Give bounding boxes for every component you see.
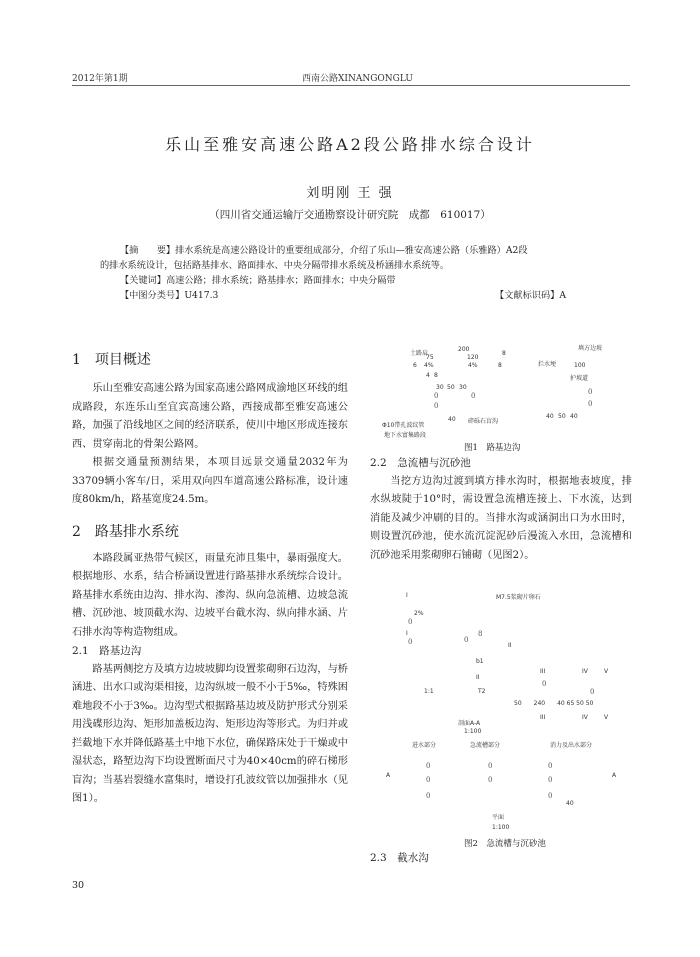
fig1-dim-200: 200 (458, 346, 470, 353)
doc-code-label: 【文献标识码】 (495, 290, 560, 301)
section-1-paragraph-2: 根据交通量预测结果，本项目远景交通量2032年为33709辆小客车/日，采用双向四车道高速公路标准，设计速度80km/h，路基宽度24.5m。 (72, 457, 348, 505)
fig1-dim-50: 50 (447, 384, 455, 391)
fig2-plan: 平面 (492, 814, 505, 821)
fig1-dim-75: 75 (426, 354, 434, 361)
section-2-1-heading: 2.1 路基边沟 (72, 645, 142, 657)
fig2-V-a: V (604, 668, 609, 675)
article-affiliation: （四川省交通运输厅交通勘察设计研究院 成都 610017） (209, 209, 491, 221)
fig1-slope-guard: 护坡道 (570, 375, 589, 382)
section-2-3 (370, 849, 632, 868)
fig2-T2: T2 (478, 688, 486, 695)
abstract (100, 243, 600, 303)
fig1-pct-a: 4% (424, 362, 434, 369)
fig2-I-top: I (406, 592, 408, 599)
fig2-dims: 50 240 40 65 50 50 (514, 700, 594, 707)
abstract-text-1: 排水系统是高速公路设计的重要组成部分，介绍了乐山—雅安高速公路（乐雅路）A2段 (175, 245, 528, 256)
fig2-II-a: II (508, 642, 512, 649)
fig2-material: M7.5浆砌片卵石 (496, 594, 541, 601)
fig1-dim-40: 40 (448, 416, 456, 423)
fig2-II-b: II (476, 674, 480, 681)
keywords: 高速公路；排水系统；路基排水；路面排水；中央分隔带 (165, 275, 396, 286)
right-column (370, 454, 632, 565)
page-number: 30 (72, 880, 85, 891)
fig1-dim-40c: 40 (570, 413, 578, 420)
fig2-IV-a: IV (582, 668, 588, 675)
fig1-fill-slope: 填方边坡 (578, 345, 603, 352)
header-rule (72, 85, 630, 86)
fig1-dim-30b: 30 (459, 384, 467, 391)
fig2-III-a: III (540, 668, 546, 675)
section-2-3-heading: 2.3 截水沟 (370, 852, 429, 864)
fig1-dim-40b: 40 (546, 413, 554, 420)
section-2-1-paragraph-1: 路基两侧挖方及填方边坡坡脚均设置浆砌卵石边沟，与桥涵进、出水口或沟渠相接，边沟纵坡一般不小于5‰，特殊困难地段不小于3‰。边沟型式根据路基边坡及防护形式分别采用浅碟形边沟、矩形加盖板边沟、矩形边沟等形式。为归并或拦截地下水并降低路基土中地下水位，确保路床处于干燥或中湿状态，路堑边沟下均设置断面尺寸为40×40cm的碎石梯形盲沟；当基岩裂缝水富集时，增设打孔波纹管以加强排水（见图1）。 (72, 663, 348, 804)
fig2-part-chute: 急流槽部分 (470, 742, 501, 749)
figure-2: I M7.5浆砌片卵石 2% I 0 0 0 8 II b1 II 1:1 T2 III IV V 0 0 50 240 40 65 50 50 剖面A-A 1:100 III IV V 进水部分 急流槽部分 消力及出水部分 A A 0 0 0 0 0 0 0 0 40 平面 1:100 图2 急流槽与沉砂池 (386, 592, 617, 849)
fig2-section: 剖面A-A (458, 720, 481, 727)
fig1-blind-ditch: 碎砾石盲沟 (468, 418, 499, 425)
fig2-scale-2: 1:100 (492, 824, 510, 831)
fig1-dim-50b: 50 (558, 413, 566, 420)
fig2-part-inlet: 进水部分 (412, 742, 437, 749)
fig1-slope-8c: 8 (434, 372, 438, 379)
fig1-slope-8b: 8 (498, 362, 502, 369)
fig2-III-b: III (540, 714, 546, 721)
fig2-A-right: A (612, 772, 617, 779)
fig1-dim-120: 120 (467, 354, 479, 361)
left-column (72, 348, 348, 809)
keywords-label: 【关键词】 (120, 275, 166, 286)
fig2-pct: 2% (414, 610, 424, 617)
fig2-V-b: V (604, 714, 609, 721)
fig1-pipe-note: 地下水富集路段 (384, 432, 427, 439)
fig1-pipe: Φ10带孔波纹管 (382, 422, 425, 429)
fig2-ratio: 1:1 (424, 688, 434, 695)
fig1-ditch-wall: 拦水埂 (538, 361, 557, 368)
clc-label: 【中图分类号】 (120, 290, 185, 301)
figure-1: 土路肩 75 200 120 6 4% 4% 8 8 填方边坡 拦水埂 100 护坡道 8 4 30 50 30 0 0 0 0 0 40 碎砾石盲沟 40 50 40 Φ10带孔波纹管 地下水富集路段 图1 路基边沟 (382, 345, 603, 453)
abstract-label: 【摘 要】 (120, 245, 176, 256)
fig1-dim-30a: 30 (436, 384, 444, 391)
doc-code: A (559, 290, 566, 301)
fig2-I-mid: I (406, 630, 408, 637)
issue-number: 2012年第1期 (72, 74, 128, 84)
article-authors: 刘明刚 王 强 (306, 186, 394, 201)
fig2-scale-1: 1:100 (464, 728, 482, 735)
journal-name: 西南公路XINANGONGLU (302, 74, 413, 84)
section-1-heading: 1 项目概述 (72, 352, 151, 368)
figure-2-caption: 图2 急流槽与沉砂池 (464, 839, 546, 849)
figure-1-caption: 图1 路基边沟 (464, 443, 521, 453)
fig2-IV-b: IV (582, 714, 588, 721)
article-title: 乐山至雅安高速公路A2段公路排水综合设计 (165, 135, 535, 154)
section-2-paragraph-1: 本路段属亚热带气候区，雨量充沛且集中，暴雨强度大。根据地形、水系，结合桥涵设置进行路基排水系统综合设计。路基排水系统由边沟、排水沟、渗沟、纵向急流槽、边坡急流槽、沉砂池、坡顶截水沟、边坡平台截水沟、纵向排水涵、片石排水沟等构造物组成。 (72, 552, 348, 638)
fig2-part-outlet: 消力及出水部分 (550, 742, 593, 749)
section-2-heading: 2 路基排水系统 (72, 523, 179, 540)
fig1-slope-8a: 8 (502, 350, 506, 357)
abstract-text-2: 的排水系统设计，包括路基排水、路面排水、中央分隔带排水系统及桥涵排水系统等。 (100, 260, 450, 271)
section-2-2-heading: 2.2 急流槽与沉砂池 (370, 457, 471, 469)
section-2-2-paragraph-1: 当挖方边沟过渡到填方排水沟时，根据地表坡度，排水纵坡陡于10°时，需设置急流槽连接上、下水流，达到消能及减少冲刷的目的。当排水沟或涵洞出口为水田时，则设置沉砂池，使水流沉淀泥砂后漫流入水田，急流槽和沉砂池采用浆砌卵石铺砌（见图2）。 (370, 475, 632, 561)
fig1-slope-6: 6 (413, 362, 417, 369)
fig2-A-left: A (386, 772, 391, 779)
fig2-b1: b1 (476, 658, 484, 665)
fig1-soil-shoulder: 土路肩 (410, 350, 429, 357)
section-1-paragraph-1: 乐山至雅安高速公路为国家高速公路网成渝地区环线的组成路段，东连乐山至宜宾高速公路，西接成都至雅安高速公路，加强了沿线地区之间的经济联系，使川中地区形成连接东西、贯穿南北的骨架公路网。 (72, 383, 348, 450)
clc-code: U417.3 (184, 290, 219, 301)
fig2-dim-40: 40 (566, 800, 574, 807)
fig1-slope-4: 4 (426, 372, 430, 379)
fig1-pct-b: 4% (468, 362, 478, 369)
fig1-dim-100: 100 (574, 362, 586, 369)
